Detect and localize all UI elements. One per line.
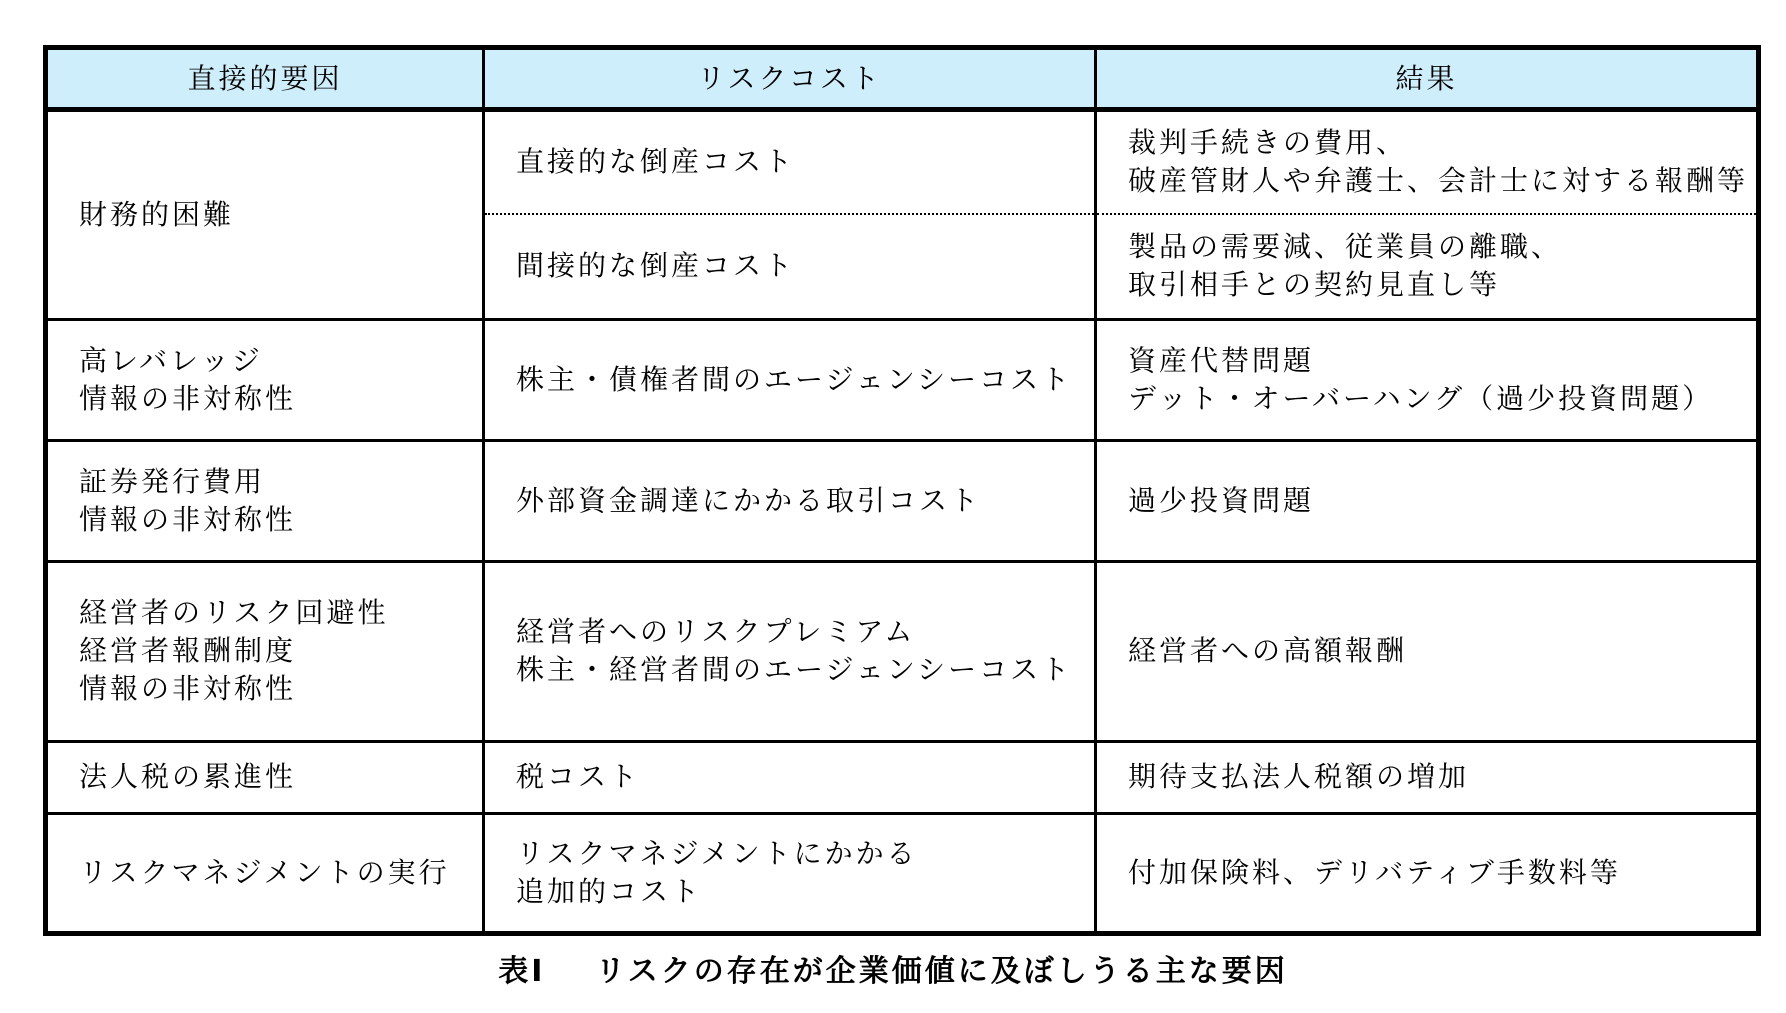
factor-cell: [46, 441, 484, 562]
result-line: 付加保険料、デリバティブ手数料等: [1128, 856, 1621, 890]
result-cell: [1096, 561, 1759, 741]
risk-cost-line: リスクマネジメントにかかる: [516, 837, 918, 871]
factor-cell: [46, 110, 484, 320]
factor-line: 情報の非対称性: [79, 382, 297, 416]
table-caption: [0, 952, 1786, 992]
result-line: 破産管財人や弁護士、会計士に対する報酬等: [1128, 164, 1749, 198]
factor-line: 証券発行費用: [79, 464, 266, 498]
result-line: 経営者への高額報酬: [1128, 634, 1408, 668]
result-line: 期待支払法人税額の増加: [1128, 760, 1470, 794]
factor-line: 経営者のリスク回避性: [79, 596, 389, 630]
risk-cost-cell: [484, 110, 1096, 214]
factor-line: 経営者報酬制度: [79, 634, 297, 668]
risk-cost-cell: [484, 561, 1096, 741]
table-row: [46, 320, 1759, 441]
header-risk-cost: リスクコスト: [484, 48, 1096, 110]
caption-label: 表Ⅰ: [498, 954, 546, 989]
result-line: 製品の需要減、従業員の離職、: [1128, 230, 1563, 264]
risk-cost-line: 株主・経営者間のエージェンシーコスト: [516, 653, 1073, 687]
result-cell: [1096, 214, 1759, 320]
result-cell: [1096, 320, 1759, 441]
result-line: 資産代替問題: [1128, 344, 1315, 378]
header-direct-factor: 直接的要因: [46, 48, 484, 110]
factor-line: 情報の非対称性: [79, 672, 297, 706]
header-result: 結果: [1096, 48, 1759, 110]
factor-line: 高レバレッジ: [79, 344, 263, 378]
risk-cost-line: 株主・債権者間のエージェンシーコスト: [516, 363, 1073, 397]
result-line: 取引相手との契約見直し等: [1128, 268, 1501, 302]
result-line: デット・オーバーハング（過少投資問題）: [1128, 382, 1714, 416]
factor-line: 法人税の累進性: [79, 760, 297, 794]
risk-cost-line: 経営者へのリスクプレミアム: [516, 615, 916, 649]
risk-cost-cell: [484, 214, 1096, 320]
table-row: [46, 561, 1759, 741]
risk-cost-line: 間接的な倒産コスト: [516, 249, 796, 283]
table-header-row: [46, 48, 1759, 110]
risk-cost-line: 追加的コスト: [516, 875, 703, 909]
table-row: [46, 741, 1759, 814]
factor-line: 財務的困難: [79, 198, 235, 232]
factor-cell: [46, 741, 484, 814]
table-row: [46, 814, 1759, 934]
caption-text: リスクの存在が企業価値に及ぼしうる主な要因: [595, 954, 1288, 989]
factor-line: 情報の非対称性: [79, 502, 297, 536]
result-line: 過少投資問題: [1128, 483, 1315, 517]
risk-cost-cell: [484, 814, 1096, 934]
factor-cell: [46, 814, 484, 934]
result-line: 裁判手続きの費用、: [1128, 126, 1408, 160]
factor-cell: [46, 561, 484, 741]
factor-cell: [46, 320, 484, 441]
risk-cost-cell: [484, 741, 1096, 814]
result-cell: [1096, 441, 1759, 562]
factor-line: リスクマネジメントの実行: [79, 856, 450, 890]
risk-cost-line: 外部資金調達にかかる取引コスト: [516, 483, 982, 517]
result-cell: [1096, 110, 1759, 214]
result-cell: [1096, 741, 1759, 814]
risk-cost-cell: [484, 320, 1096, 441]
table-row: [46, 441, 1759, 562]
risk-factors-table: [43, 45, 1761, 936]
result-cell: [1096, 814, 1759, 934]
risk-cost-line: 直接的な倒産コスト: [516, 145, 796, 179]
risk-cost-cell: [484, 441, 1096, 562]
risk-cost-line: 税コスト: [516, 760, 641, 794]
table-row: [46, 110, 1759, 214]
